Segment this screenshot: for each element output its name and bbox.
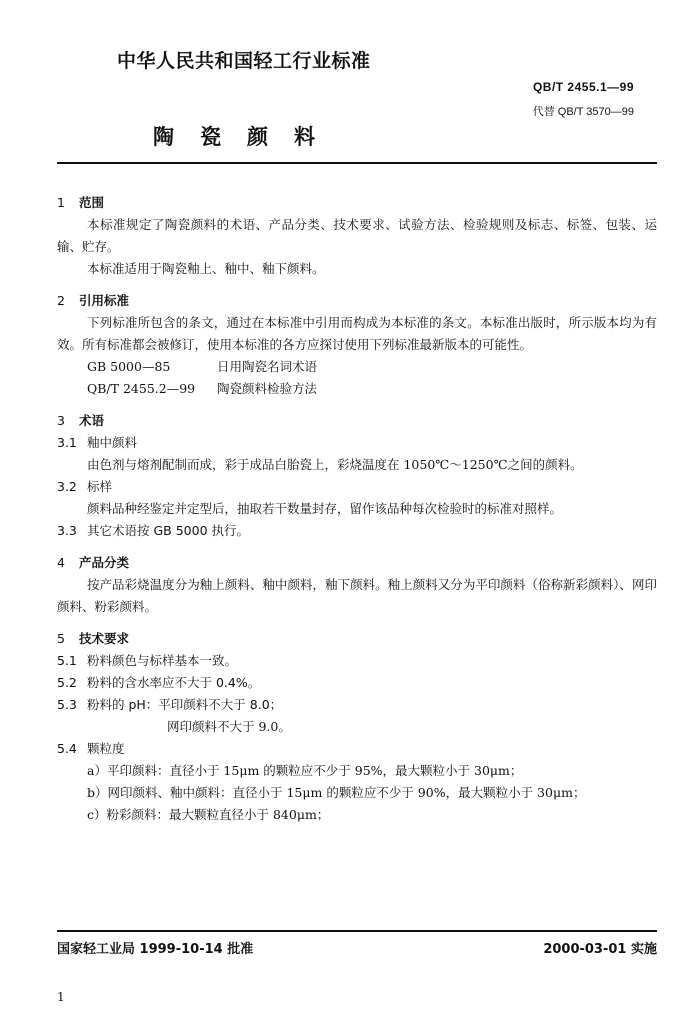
list-item: c）粉彩颜料：最大颗粒直径小于 840μm；	[87, 807, 330, 822]
section-2-paragraph: 下列标准所包含的条文，通过在本标准中引用而构成为本标准的条文。本标准出版时，所示版本均为有效。所有标准都会被修订，使用本标准的各方应探讨使用下列标准最新版本的可能性。	[57, 315, 657, 352]
requirement-5-3: 5.3 粉料的 pH：平印颜料不大于 8.0；	[57, 697, 283, 712]
section-2-heading: 2 引用标准	[57, 293, 130, 308]
section-3-heading: 3 术语	[57, 413, 105, 428]
requirement-5-3-continued: 网印颜料不大于 9.0。	[167, 719, 291, 734]
term-3-1-definition: 由色剂与熔剂配制而成，彩于成品白胎瓷上，彩烧温度在 1050℃～1250℃之间的颜料。	[87, 457, 583, 472]
reference-item: QB/T 2455.2—99 陶瓷颜料检验方法	[87, 381, 318, 396]
term-3-2-heading: 3.2 标样	[57, 479, 113, 494]
header-divider	[57, 162, 657, 164]
section-1-paragraph-1: 本标准规定了陶瓷颜料的术语、产品分类、技术要求、试验方法、检验规则及标志、标签、包装、运输、贮存。	[57, 217, 657, 254]
term-3-2-definition: 颜料品种经鉴定并定型后，抽取若干数量封存，留作该品种每次检验时的标准对照样。	[87, 501, 563, 516]
list-item: a）平印颜料：直径小于 15μm 的颗粒应不少于 95%，最大颗粒小于 30μm；	[87, 763, 523, 778]
page-number: 1	[57, 990, 65, 1004]
document-title: 陶瓷颜料	[153, 125, 341, 149]
replaces-code: 代替 QB/T 3570—99	[532, 106, 634, 118]
section-4-heading: 4 产品分类	[57, 555, 130, 570]
approval-line: 国家轻工业局 1999-10-14 批准	[57, 942, 254, 957]
implementation-date: 2000-03-01 实施	[543, 942, 657, 957]
requirement-5-4-heading: 5.4 颗粒度	[57, 741, 125, 756]
term-3-3: 3.3 其它术语按 GB 5000 执行。	[57, 523, 249, 538]
document-body	[57, 188, 657, 826]
standard-code: QB/T 2455.1—99	[532, 80, 634, 94]
footer-divider	[57, 930, 657, 932]
standard-title: 中华人民共和国轻工行业标准	[117, 50, 371, 72]
section-4-paragraph: 按产品彩烧温度分为釉上颜料、釉中颜料，釉下颜料。釉上颜料又分为平印颜料（俗称新彩颜料）、网印颜料、粉彩颜料。	[57, 577, 657, 614]
section-1-heading: 1 范围	[57, 195, 105, 210]
requirement-5-2: 5.2 粉料的含水率应不大于 0.4%。	[57, 675, 261, 690]
section-1-paragraph-2: 本标准适用于陶瓷釉上、釉中、釉下颜料。	[87, 261, 325, 276]
term-3-1-heading: 3.1 釉中颜料	[57, 435, 138, 450]
list-item: b）网印颜料、釉中颜料：直径小于 15μm 的颗粒应不少于 90%，最大颗粒小于 30μm；	[87, 785, 586, 800]
reference-item: GB 5000—85 日用陶瓷名词术语	[87, 359, 318, 374]
requirement-5-1: 5.1 粉料颜色与标样基本一致。	[57, 653, 238, 668]
section-5-heading: 5 技术要求	[57, 631, 130, 646]
